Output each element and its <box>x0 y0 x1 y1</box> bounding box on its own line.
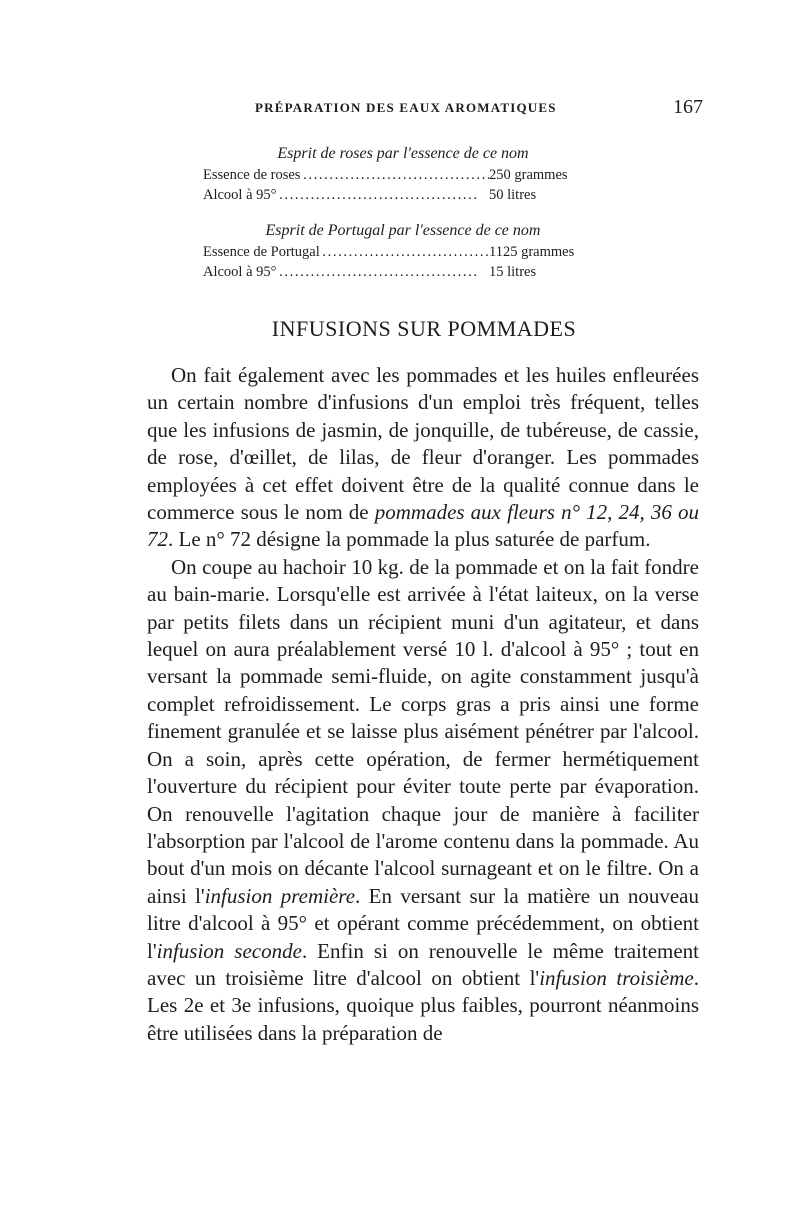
italic-run: infusion première <box>204 883 356 908</box>
ingredient-name: Alcool à 95° . . . <box>203 262 489 282</box>
text-run: . Enfin si on renouvelle le même traitement avec un troisième litre d'alcool on obtient l' <box>147 938 699 990</box>
recipe-row <box>203 242 623 262</box>
recipe-portugal <box>203 220 623 282</box>
text-run: . Le n° 72 désigne la pommade la plus saturée de parfum. <box>168 527 651 552</box>
ingredient-quantity: 250 grammes <box>489 167 568 183</box>
recipe-roses <box>203 143 623 205</box>
body-text <box>147 362 699 1047</box>
ingredient-quantity: 1125 grammes <box>489 244 575 260</box>
text-run: On coupe au hachoir 10 kg. de la pommade et on la fait fondre au bain-marie. Lorsqu'elle est arrivée à l'état laiteux, on la verse par petits filets dans un récipient muni d'un agitateur, et dans lequel on aura préalablement versé 10 l. d'alcool à 95° ; tout en versant la pommade semi-fluide, on agite constamment jusqu'à complet refroidissement. Le corps gras a pris ainsi une forme finement granulée et se laisse plus aisément pénétrer par l'alcool. On a soin, après cette opération, de fermer hermétiquement l'ouverture du récipient pour éviter toute perte par évaporation. On renouvelle l'agitation chaque jour de manière à faciliter l'absorption par l'alcool de l'arome contenu dans la pommade. Au bout d'un mois on décante l'alcool surnageant et on le filtre. On a ainsi l' <box>147 554 699 908</box>
ingredient-quantity: 50 litres <box>489 187 537 203</box>
recipe-row <box>203 262 623 282</box>
recipe-row <box>203 185 623 205</box>
text-run: . Les 2e et 3e infusions, quoique plus faibles, pourront néanmoins être utilisées dans la préparation de <box>147 965 699 1045</box>
italic-run: infusion troisième <box>539 965 694 990</box>
recipe-title: Esprit de roses par l'essence de ce nom <box>277 145 529 162</box>
ingredient-quantity: 15 litres <box>489 264 537 280</box>
ingredient-name: Alcool à 95° . . . <box>203 185 489 205</box>
italic-run: infusion seconde <box>156 938 302 963</box>
page-number: 167 <box>673 96 703 118</box>
paragraph-2 <box>147 554 699 1047</box>
ingredient-name: Essence de Portugal . . . <box>203 242 489 262</box>
running-title: PRÉPARATION DES EAUX AROMATIQUES <box>255 100 557 115</box>
recipe-title: Esprit de Portugal par l'essence de ce nom <box>265 222 541 239</box>
ingredient-name: Essence de roses . . . <box>203 165 489 185</box>
section-title: INFUSIONS SUR POMMADES <box>271 316 577 341</box>
recipe-row <box>203 165 623 185</box>
paragraph-1 <box>147 362 699 554</box>
text-run: On fait également avec les pommades et les huiles enfleurées un certain nombre d'infusions d'un emploi très fréquent, telles que les infusions de jasmin, de jonquille, de tubéreuse, de cassie, de rose, d'œillet, de lilas, de fleur d'oranger. Les pommades employées à cet effet doivent être de la qualité connue dans le commerce sous le nom de <box>147 363 699 525</box>
text-run: . En versant sur la matière un nouveau litre d'alcool à 95° et opérant comme précédemment, on obtient l' <box>147 883 700 963</box>
page-header <box>255 96 703 120</box>
italic-run: pommades aux fleurs n° 12, 24, 36 ou 72 <box>147 500 699 552</box>
